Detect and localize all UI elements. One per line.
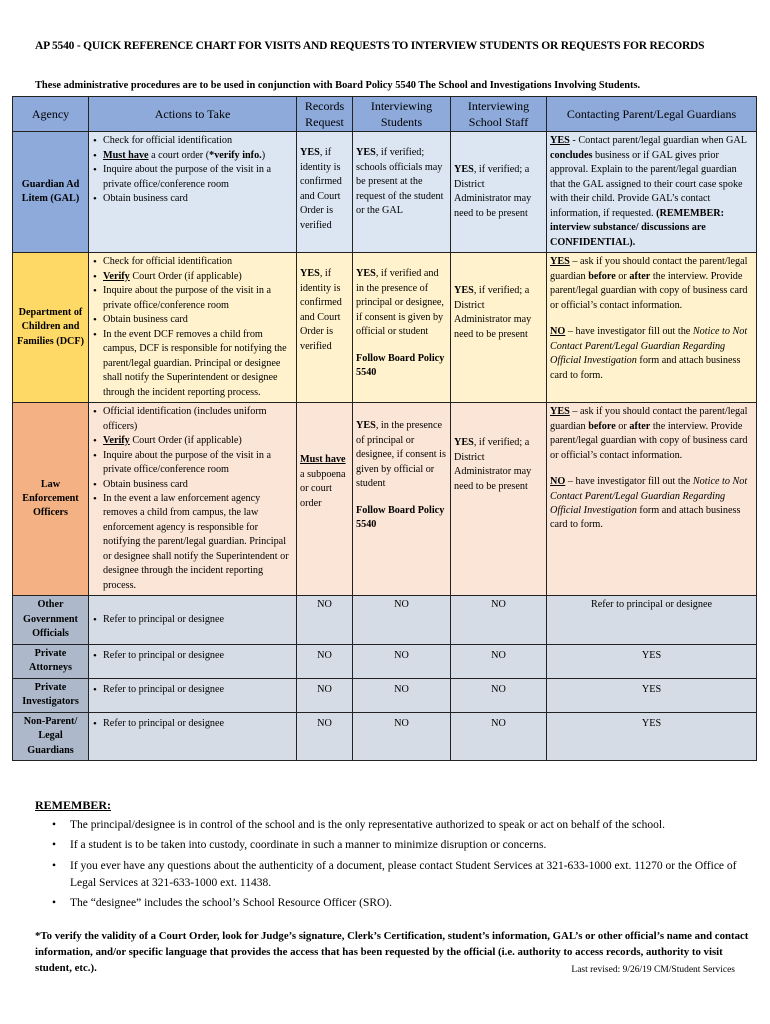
agency-private-attorneys: Private Attorneys bbox=[13, 644, 89, 678]
actions-other-government bbox=[89, 596, 297, 644]
header-row bbox=[13, 97, 757, 132]
contact-law-enforcement: YES – ask if you should contact the parent/legal guardian before or after the interview. Provide parent/legal guardian with copy of business card or official’s contact information. NO – have investigator fill out the Notice to Not Contact Parent/Legal Guardian Regarding Official Investigation form and attach business card to form. bbox=[547, 403, 757, 596]
contact-non-parent: YES bbox=[547, 712, 757, 760]
last-revised: Last revised: 9/26/19 CM/Student Services bbox=[571, 965, 735, 975]
list-item: • Verify Court Order (if applicable) bbox=[103, 434, 293, 448]
list-item: • Refer to principal or designee bbox=[103, 613, 293, 627]
actions-gal bbox=[89, 132, 297, 253]
staff-private-attorneys: NO bbox=[451, 644, 547, 678]
row-private-investigators bbox=[13, 678, 757, 712]
row-law-enforcement bbox=[13, 403, 757, 596]
contact-dcf: YES – ask if you should contact the parent/legal guardian before or after the interview. Provide parent/legal guardian with copy of business card or official’s contact information. NO – have investigator fill out the Notice to Not Contact Parent/Legal Guardian Regarding Official Investigation form and attach business card to form. bbox=[547, 253, 757, 403]
students-other-government: NO bbox=[353, 596, 451, 644]
list-item: • The principal/designee is in control of the school and is the only representative authorized to speak or act on behalf of the school. bbox=[70, 817, 755, 834]
students-private-investigators: NO bbox=[353, 678, 451, 712]
records-law-enforcement: Must have a subpoena or court order bbox=[297, 403, 353, 596]
list-item: • Refer to principal or designee bbox=[103, 649, 293, 663]
intro-text: These administrative procedures are to be used in conjunction with Board Policy 5540 The School and Investigations Involving Students. bbox=[35, 80, 641, 91]
list-item: • Inquire about the purpose of the visit in a private office/conference room bbox=[103, 449, 293, 478]
actions-private-investigators bbox=[89, 678, 297, 712]
list-item: • Obtain business card bbox=[103, 478, 293, 492]
list-item: • The “designee” includes the school’s School Resource Officer (SRO). bbox=[70, 895, 755, 912]
row-non-parent bbox=[13, 712, 757, 760]
list-item: • If you ever have any questions about the authenticity of a document, please contact Student Services at 321-633-1000 ext. 11270 or the Office of Legal Services at 321-633-1000 ext. 11438. bbox=[70, 858, 755, 893]
list-item: • Refer to principal or designee bbox=[103, 683, 293, 697]
staff-non-parent: NO bbox=[451, 712, 547, 760]
document-title: AP 5540 - QUICK REFERENCE CHART FOR VISITS AND REQUESTS TO INTERVIEW STUDENTS OR REQUESTS FOR RECORDS bbox=[35, 40, 705, 52]
actions-private-attorneys bbox=[89, 644, 297, 678]
list-item: • Must have a court order (*verify info.) bbox=[103, 149, 293, 163]
footnote: *To verify the validity of a Court Order, look for Judge’s signature, Clerk’s Certification, student’s information, GAL’s or other official’s name and contact information, and/or specific language that provides the access that has been requested by the official (i.e. authority to access records, authority to visit student, etc.). bbox=[35, 930, 749, 975]
list-item: • Obtain business card bbox=[103, 192, 293, 206]
records-private-attorneys: NO bbox=[297, 644, 353, 678]
agency-law-enforcement: Law Enforcement Officers bbox=[13, 403, 89, 596]
header-contacting: Contacting Parent/Legal Guardians bbox=[547, 97, 757, 132]
records-gal: YES, if identity is confirmed and Court Order is verified bbox=[297, 132, 353, 253]
list-item: • Official identification (includes uniform officers) bbox=[103, 405, 293, 434]
actions-law-enforcement bbox=[89, 403, 297, 596]
records-other-government: NO bbox=[297, 596, 353, 644]
remember-list bbox=[35, 817, 755, 912]
actions-non-parent bbox=[89, 712, 297, 760]
staff-private-investigators: NO bbox=[451, 678, 547, 712]
list-item: • Refer to principal or designee bbox=[103, 717, 293, 731]
records-dcf: YES, if identity is confirmed and Court Order is verified bbox=[297, 253, 353, 403]
staff-other-government: NO bbox=[451, 596, 547, 644]
list-item: • Obtain business card bbox=[103, 313, 293, 327]
actions-dcf bbox=[89, 253, 297, 403]
remember-heading: REMEMBER: bbox=[35, 798, 111, 812]
records-non-parent: NO bbox=[297, 712, 353, 760]
list-item: • In the event DCF removes a child from campus, DCF is responsible for notifying the parent/legal guardian. Principal or designee shall notify the Superintendent or designee through the incident reporting process. bbox=[103, 328, 293, 400]
contact-gal: YES - Contact parent/legal guardian when GAL concludes business or if GAL gives prior approval. Explain to the parent/legal guardian that the GAL assigned to their court case spoke with their child. Provide GAL’s contact information, if requested. (REMEMBER: interview substance/ discussions are CONFIDENTIAL). bbox=[547, 132, 757, 253]
students-gal: YES, if verified; schools officials may be present at the request of the student or the GAL bbox=[353, 132, 451, 253]
list-item: • Inquire about the purpose of the visit in a private office/conference room bbox=[103, 163, 293, 192]
header-interviewing-staff: Interviewing School Staff bbox=[451, 97, 547, 132]
students-law-enforcement: YES, in the presence of principal or designee, if consent is given by official or student Follow Board Policy 5540 bbox=[353, 403, 451, 596]
header-interviewing-students: Interviewing Students bbox=[353, 97, 451, 132]
staff-dcf: YES, if verified; a District Administrator may need to be present bbox=[451, 253, 547, 403]
contact-private-attorneys: YES bbox=[547, 644, 757, 678]
students-dcf: YES, if verified and in the presence of principal or designee, if consent is given by official or student Follow Board Policy 5540 bbox=[353, 253, 451, 403]
agency-other-government: Other Government Officials bbox=[13, 596, 89, 644]
row-dcf bbox=[13, 253, 757, 403]
contact-private-investigators: YES bbox=[547, 678, 757, 712]
agency-gal: Guardian Ad Litem (GAL) bbox=[13, 132, 89, 253]
list-item: • Check for official identification bbox=[103, 255, 293, 269]
staff-law-enforcement: YES, if verified; a District Administrator may need to be present bbox=[451, 403, 547, 596]
agency-private-investigators: Private Investigators bbox=[13, 678, 89, 712]
students-non-parent: NO bbox=[353, 712, 451, 760]
header-actions: Actions to Take bbox=[89, 97, 297, 132]
records-private-investigators: NO bbox=[297, 678, 353, 712]
agency-dcf: Department of Children and Families (DCF) bbox=[13, 253, 89, 403]
header-agency: Agency bbox=[13, 97, 89, 132]
list-item: • If a student is to be taken into custody, coordinate in such a manner to minimize disruption or concerns. bbox=[70, 837, 755, 854]
reference-chart bbox=[12, 96, 757, 761]
list-item: • Verify Court Order (if applicable) bbox=[103, 270, 293, 284]
row-gal bbox=[13, 132, 757, 253]
contact-other-government: Refer to principal or designee bbox=[547, 596, 757, 644]
remember-section bbox=[35, 798, 755, 915]
staff-gal: YES, if verified; a District Administrator may need to be present bbox=[451, 132, 547, 253]
list-item: • In the event a law enforcement agency removes a child from campus, the law enforcement agency is responsible for notifying the parent/legal guardian. Principal or designee shall notify the Superintendent or designee through the incident reporting process. bbox=[103, 492, 293, 593]
row-private-attorneys bbox=[13, 644, 757, 678]
students-private-attorneys: NO bbox=[353, 644, 451, 678]
list-item: • Check for official identification bbox=[103, 134, 293, 148]
row-other-government bbox=[13, 596, 757, 644]
agency-non-parent: Non-Parent/ Legal Guardians bbox=[13, 712, 89, 760]
list-item: • Inquire about the purpose of the visit in a private office/conference room bbox=[103, 284, 293, 313]
header-records: Records Request bbox=[297, 97, 353, 132]
